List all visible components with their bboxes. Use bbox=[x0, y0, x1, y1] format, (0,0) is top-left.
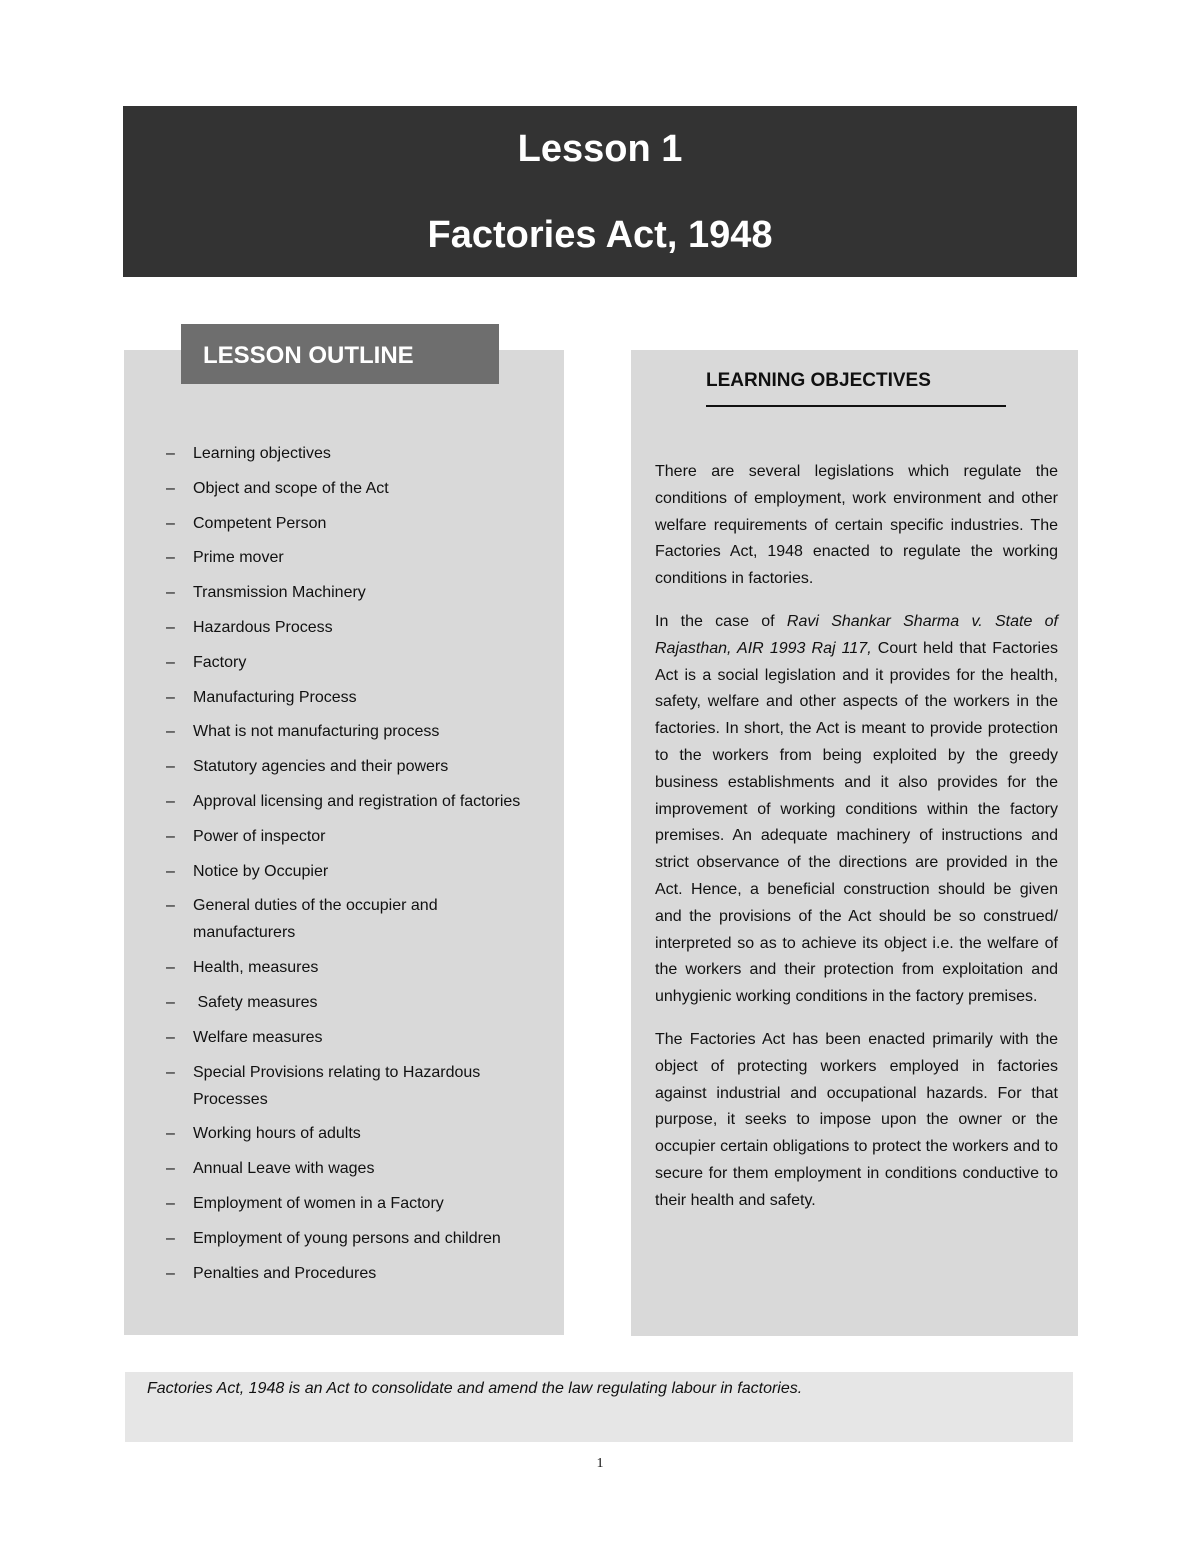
outline-item: – Annual Leave with wages bbox=[166, 1155, 526, 1182]
learning-objectives-text bbox=[655, 459, 1058, 1231]
dash-bullet: – bbox=[166, 1028, 175, 1046]
outline-item: – Health, measures bbox=[166, 954, 526, 981]
act-summary-box: Factories Act, 1948 is an Act to consolidate and amend the law regulating labour in factories. bbox=[125, 1372, 1073, 1442]
learning-objectives-heading: LEARNING OBJECTIVES bbox=[706, 370, 931, 391]
objectives-paragraph-2: In the case of Ravi Shankar Sharma v. State of Rajasthan, AIR 1993 Raj 117, Court held that Factories Act is a social legislation and it provides for the health, safety, welfare and other aspects of the workers in the factories. In short, the Act is meant to provide protection to the workers from being exploited by the greedy business establishments and it also provides for the improvement of working conditions within the factory premises. An adequate machinery of instructions and strict observance of the directions are provided in the Act. Hence, a beneficial construction should be given and the provisions of the Act should be so construed/ interpreted so as to achieve its object i.e. the welfare of the workers and their protection from exploitation and unhygienic working conditions in the factory premises. bbox=[655, 612, 1059, 1006]
outline-item: – Special Provisions relating to Hazardous Processes bbox=[166, 1059, 526, 1113]
heading-underline bbox=[706, 405, 1006, 407]
dash-bullet: – bbox=[166, 993, 175, 1011]
dash-bullet: – bbox=[166, 1229, 175, 1247]
objectives-paragraph-1: There are several legislations which regulate the conditions of employment, work environment and other welfare requirements of certain specific industries. The Factories Act, 1948 enacted to regulate the working conditions in factories. bbox=[655, 463, 1058, 588]
outline-item: – Notice by Occupier bbox=[166, 858, 526, 885]
outline-item: – Welfare measures bbox=[166, 1024, 526, 1051]
outline-item: – Penalties and Procedures bbox=[166, 1260, 526, 1287]
dash-bullet: – bbox=[166, 1160, 175, 1178]
dash-bullet: – bbox=[166, 1264, 175, 1282]
dash-bullet: – bbox=[166, 584, 175, 602]
outline-item: – Employment of young persons and children bbox=[166, 1225, 526, 1252]
dash-bullet: – bbox=[166, 514, 175, 532]
objectives-paragraph-3: The Factories Act has been enacted primarily with the object of protecting workers employed in factories against industrial and occupational hazards. For that purpose, it seeks to impose upon the owner or the occupier certain obligations to protect the workers and to secure for them employment in conditions conductive to their health and safety. bbox=[655, 1030, 1058, 1209]
outline-item: – Power of inspector bbox=[166, 823, 526, 850]
dash-bullet: – bbox=[166, 723, 175, 741]
dash-bullet: – bbox=[166, 959, 175, 977]
dash-bullet: – bbox=[166, 688, 175, 706]
lesson-title: Factories Act, 1948 bbox=[427, 214, 773, 256]
outline-item: – General duties of the occupier and manufacturers bbox=[166, 892, 526, 946]
dash-bullet: – bbox=[166, 827, 175, 845]
lesson-outline-list bbox=[166, 440, 526, 1294]
dash-bullet: – bbox=[166, 897, 175, 915]
outline-item: – What is not manufacturing process bbox=[166, 718, 526, 745]
dash-bullet: – bbox=[166, 479, 175, 497]
outline-item: – Learning objectives bbox=[166, 440, 526, 467]
dash-bullet: – bbox=[166, 1063, 175, 1081]
outline-item: – Statutory agencies and their powers bbox=[166, 753, 526, 780]
outline-item: – Employment of women in a Factory bbox=[166, 1190, 526, 1217]
outline-item: – Object and scope of the Act bbox=[166, 475, 526, 502]
outline-item: – Competent Person bbox=[166, 510, 526, 537]
page-number: 1 bbox=[596, 1456, 604, 1471]
outline-item: – Transmission Machinery bbox=[166, 579, 526, 606]
dash-bullet: – bbox=[166, 445, 175, 462]
outline-item: – Hazardous Process bbox=[166, 614, 526, 641]
lesson-number: Lesson 1 bbox=[517, 128, 683, 170]
case-citation: Ravi Shankar Sharma v. State of Rajasthan, AIR 1993 Raj 117, bbox=[655, 612, 1058, 657]
dash-bullet: – bbox=[166, 653, 175, 671]
dash-bullet: – bbox=[166, 1194, 175, 1212]
dash-bullet: – bbox=[166, 862, 175, 880]
outline-item: – Prime mover bbox=[166, 544, 526, 571]
lesson-outline-heading: LESSON OUTLINE bbox=[181, 324, 499, 384]
lesson-header bbox=[123, 106, 1077, 277]
dash-bullet: – bbox=[166, 792, 175, 810]
outline-item: – Manufacturing Process bbox=[166, 684, 526, 711]
outline-item: – Factory bbox=[166, 649, 526, 676]
dash-bullet: – bbox=[166, 758, 175, 776]
dash-bullet: – bbox=[166, 549, 175, 567]
outline-item: – Approval licensing and registration of factories bbox=[166, 788, 526, 815]
dash-bullet: – bbox=[166, 1125, 175, 1143]
outline-item: – Working hours of adults bbox=[166, 1120, 526, 1147]
dash-bullet: – bbox=[166, 618, 175, 636]
outline-item: – Safety measures bbox=[166, 989, 526, 1016]
